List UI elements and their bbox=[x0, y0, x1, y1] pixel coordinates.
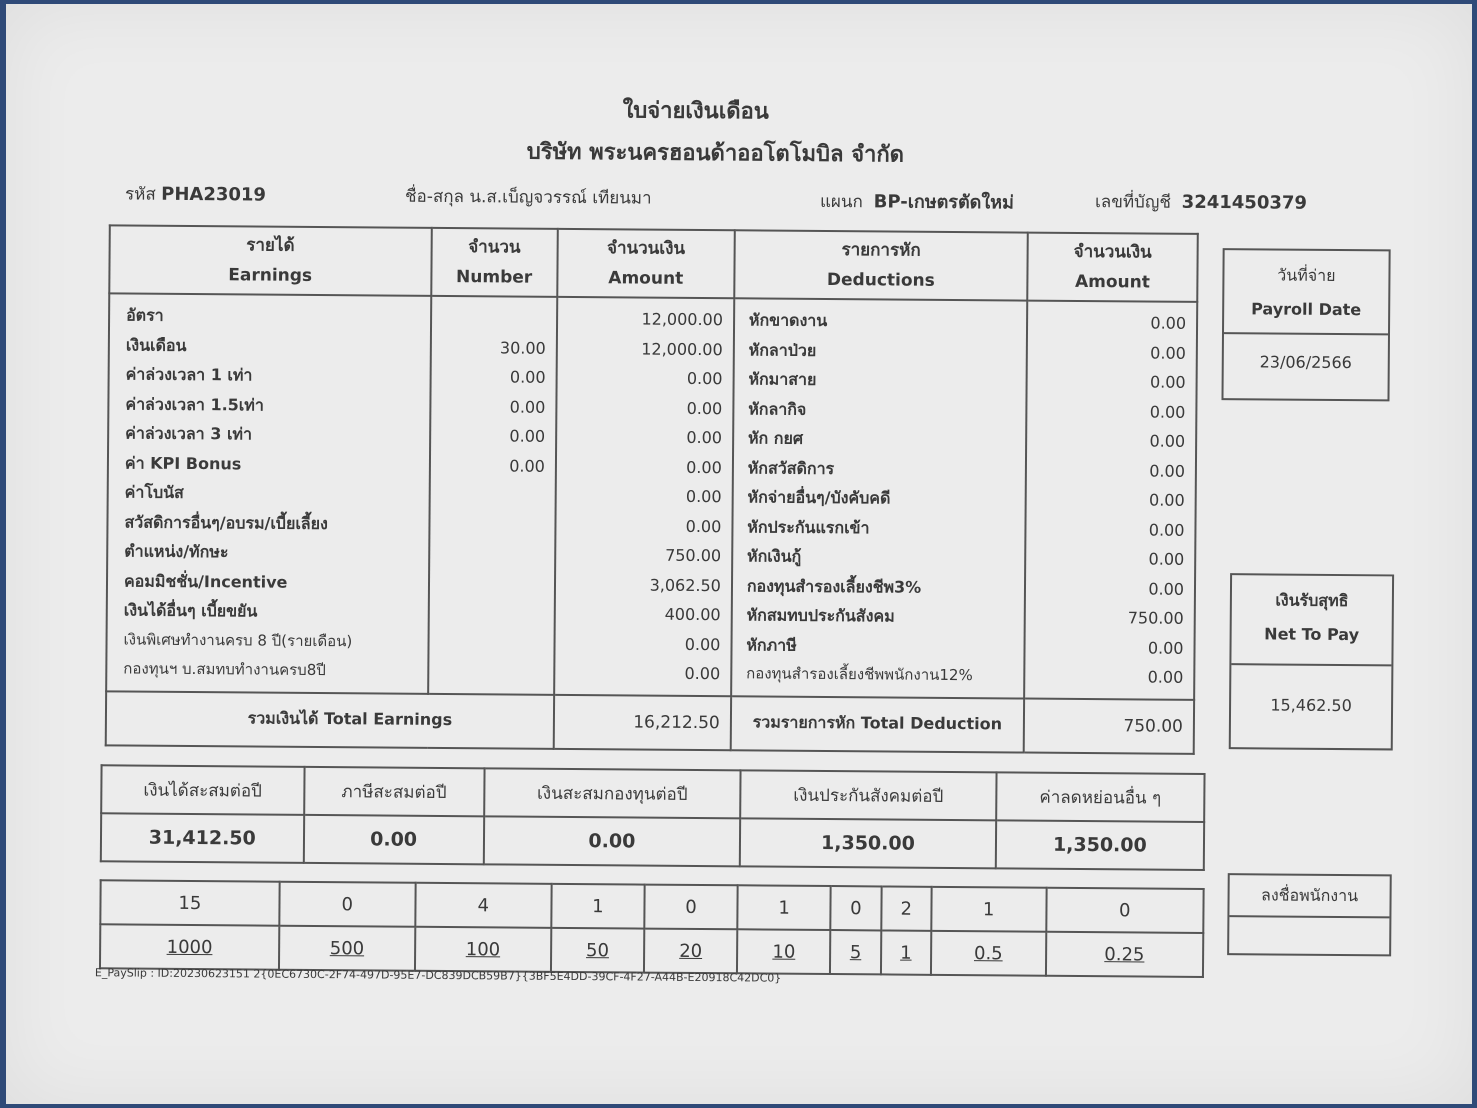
employee-dept bbox=[820, 186, 1014, 217]
deduction-item-label: หักขาดงาน bbox=[748, 310, 828, 330]
ytd-value-income: 31,412.50 bbox=[101, 813, 304, 863]
payslip-footer-id: E_PaySlip : ID:20230623151 2{0EC6730C-2F74-497D-95E7-DC839DCB59B7}{3BF5E4DD-39CF-4F27-A44B-E20918C42DC0} bbox=[94, 966, 782, 985]
ytd-header-other-deduction: ค่าลดหย่อนอื่น ๆ bbox=[996, 772, 1205, 822]
earnings-item-label: เงินพิเศษทำงานครบ 8 ปี(รายเดือน) bbox=[123, 629, 353, 650]
ytd-value-tax: 0.00 bbox=[303, 815, 483, 864]
payroll-date-label-en: Payroll Date bbox=[1251, 299, 1362, 320]
earnings-item-amount: 12,000.00 bbox=[641, 309, 724, 330]
employee-code-value: PHA23019 bbox=[161, 183, 267, 206]
denomination-count: 0 bbox=[279, 882, 415, 927]
deduction-item-label: หักเงินกู้ bbox=[747, 546, 802, 566]
deduction-item-amount: 0.00 bbox=[1149, 461, 1185, 481]
employee-dept-label: แผนก bbox=[819, 191, 863, 213]
earnings-item-amount: 0.00 bbox=[685, 486, 722, 507]
earnings-item-amount: 0.00 bbox=[685, 516, 722, 536]
employee-account-label: เลขที่บัญชี bbox=[1094, 192, 1171, 213]
earnings-item-number bbox=[430, 539, 555, 569]
deduction-item-label: หักสมทบประกันสังคม bbox=[746, 605, 895, 626]
deductions-header-en: Deductions bbox=[826, 269, 935, 291]
total-deduction-label: รวมรายการหัก Total Deduction bbox=[731, 696, 1025, 752]
ytd-value-social-security: 1,350.00 bbox=[740, 818, 996, 868]
ytd-header-social-security: เงินประกันสังคมต่อปี bbox=[740, 770, 996, 820]
number-header-th: จำนวน bbox=[468, 237, 521, 258]
earnings-deductions-table bbox=[105, 224, 1199, 754]
denomination-count: 0 bbox=[1046, 888, 1204, 933]
payslip-paper bbox=[6, 4, 1472, 1104]
total-earnings-value: 16,212.50 bbox=[554, 694, 731, 749]
amount-header bbox=[557, 229, 734, 298]
deduction-item-amount: 0.00 bbox=[1150, 343, 1186, 363]
earnings-item-label: เงินได้อื่นๆ เบี้ยขยัน bbox=[123, 600, 258, 621]
earnings-item-number bbox=[432, 303, 557, 333]
earnings-label-column bbox=[107, 300, 430, 686]
deduction-item-amount: 0.00 bbox=[1148, 490, 1185, 510]
earnings-item-label: คอมมิชชั่น/Incentive bbox=[123, 570, 288, 592]
net-pay-label-th: เงินรับสุทธิ bbox=[1275, 590, 1349, 611]
deductions-amount-column bbox=[1025, 308, 1196, 693]
earnings-item-amount: 12,000.00 bbox=[641, 339, 723, 359]
denomination-value: 50 bbox=[586, 939, 610, 961]
deduction-item-label: หักภาษี bbox=[746, 634, 797, 655]
payroll-date-box bbox=[1221, 248, 1390, 401]
deduction-item-label: หักลากิจ bbox=[748, 398, 807, 419]
total-deduction-value: 750.00 bbox=[1024, 698, 1194, 753]
earnings-header-en: Earnings bbox=[228, 265, 313, 286]
earnings-item-label: เงินเดือน bbox=[125, 334, 187, 355]
ytd-value-fund: 0.00 bbox=[483, 816, 740, 866]
number-header bbox=[431, 228, 558, 297]
earnings-item-amount: 0.00 bbox=[684, 634, 721, 654]
deduction-item-amount: 0.00 bbox=[1149, 372, 1186, 392]
denomination-count: 15 bbox=[100, 880, 279, 925]
net-pay-label bbox=[1232, 575, 1393, 652]
deduction-amount-header-en: Amount bbox=[1074, 271, 1150, 293]
payslip-sheet bbox=[58, 74, 1445, 1045]
amount-header-en: Amount bbox=[608, 268, 684, 289]
earnings-item-amount: 0.00 bbox=[686, 398, 723, 418]
deductions-header-th: รายการหัก bbox=[841, 240, 921, 261]
net-pay-value: 15,462.50 bbox=[1231, 663, 1392, 746]
deductions-label-column bbox=[732, 305, 1026, 691]
deduction-item-amount: 0.00 bbox=[1149, 402, 1186, 422]
denomination-table bbox=[99, 879, 1205, 978]
denomination-count: 0 bbox=[644, 885, 737, 930]
employee-signature-label: ลงชื่อพนักงาน bbox=[1229, 875, 1389, 918]
ytd-header-fund: เงินสะสมกองทุนต่อปี bbox=[484, 768, 741, 818]
net-pay-label-en: Net To Pay bbox=[1264, 624, 1360, 645]
deduction-item-label: หักสวัสดิการ bbox=[747, 457, 835, 478]
employee-account bbox=[1095, 188, 1307, 217]
earnings-header bbox=[109, 225, 431, 296]
ytd-header-tax: ภาษีสะสมต่อปี bbox=[304, 767, 484, 816]
deduction-item-amount: 0.00 bbox=[1150, 313, 1187, 333]
denomination-value: 20 bbox=[679, 940, 703, 962]
employee-name bbox=[405, 183, 652, 212]
employee-code-label: รหัส bbox=[124, 184, 156, 205]
earnings-item-number bbox=[430, 509, 555, 539]
employee-dept-value: BP-เกษตรตัดใหม่ bbox=[873, 191, 1015, 214]
year-to-date-table bbox=[100, 764, 1206, 871]
earnings-item-label: กองทุนฯ บ.สมทบทำงานครบ8ปี bbox=[123, 659, 326, 680]
payroll-date-label bbox=[1224, 250, 1389, 327]
ytd-header-income: เงินได้สะสมต่อปี bbox=[101, 765, 304, 815]
employee-name-value: น.ส.เบ็ญจวรรณ์ เทียนมา bbox=[469, 187, 652, 209]
denomination-count: 1 bbox=[737, 885, 830, 930]
deduction-item-amount: 0.00 bbox=[1147, 667, 1184, 687]
deduction-item-label: กองทุนสำรองเลี้ยงชีพ3% bbox=[746, 575, 922, 597]
denomination-count: 2 bbox=[881, 886, 932, 930]
deduction-item-label: หักลาป่วย bbox=[748, 339, 817, 360]
denomination-value: 1 bbox=[900, 942, 912, 964]
amount-header-th: จำนวนเงิน bbox=[606, 238, 686, 259]
earnings-item-label: ตำแหน่ง/ทักษะ bbox=[124, 541, 229, 562]
company-name: บริษัท พระนครฮอนด้าออโตโมบิล จำกัด bbox=[526, 139, 905, 168]
deduction-item-label: หักมาสาย bbox=[748, 369, 817, 389]
employee-code bbox=[125, 180, 266, 208]
earnings-item-label: ค่าโบนัส bbox=[124, 482, 184, 502]
earnings-item-amount: 0.00 bbox=[684, 663, 721, 684]
employee-signature-box bbox=[1227, 873, 1392, 956]
deduction-item-label: กองทุนสำรองเลี้ยงชีพพนักงาน12% bbox=[746, 664, 973, 685]
earnings-item-label: ค่า KPI Bonus bbox=[124, 452, 242, 473]
deduction-item-label: หัก กยศ bbox=[747, 428, 804, 448]
denomination-value: 5 bbox=[849, 941, 862, 963]
earnings-item-number bbox=[430, 480, 555, 510]
deduction-item-amount: 0.00 bbox=[1148, 520, 1185, 540]
deduction-item-amount: 750.00 bbox=[1127, 608, 1184, 628]
earnings-item-label: ค่าล่วงเวลา 1 เท่า bbox=[125, 364, 253, 385]
earnings-amount-column bbox=[555, 304, 733, 689]
net-pay-box bbox=[1229, 573, 1394, 750]
earnings-item-amount: 400.00 bbox=[664, 604, 721, 625]
earnings-number-column bbox=[429, 303, 556, 687]
deduction-amount-header bbox=[1027, 233, 1197, 302]
number-header-en: Number bbox=[455, 267, 533, 288]
deduction-item-amount: 0.00 bbox=[1148, 579, 1185, 599]
earnings-header-th: รายได้ bbox=[246, 235, 295, 256]
earnings-item-label: สวัสดิการอื่นๆ/อบรม/เบี้ยเลี้ยง bbox=[124, 511, 328, 533]
total-earnings-label: รวมเงินได้ Total Earnings bbox=[106, 691, 554, 749]
denomination-count: 1 bbox=[551, 884, 644, 929]
earnings-item-number bbox=[429, 627, 554, 657]
denomination-count: 1 bbox=[931, 887, 1046, 932]
denomination-value: 100 bbox=[465, 938, 501, 960]
earnings-item-number bbox=[429, 568, 554, 598]
earnings-item-number bbox=[429, 598, 554, 628]
denomination-value: 10 bbox=[772, 941, 796, 963]
employee-account-value: 3241450379 bbox=[1181, 191, 1308, 214]
denomination-count: 0 bbox=[831, 886, 882, 930]
earnings-item-number: 0.00 bbox=[509, 367, 546, 387]
earnings-item-label: ค่าล่วงเวลา 3 เท่า bbox=[125, 423, 253, 444]
denomination-value: 0.25 bbox=[1104, 943, 1145, 965]
earnings-item-amount: 0.00 bbox=[686, 427, 723, 448]
employee-name-label: ชื่อ-สกุล bbox=[404, 186, 465, 208]
earnings-item-amount: 0.00 bbox=[686, 368, 723, 389]
earnings-item-number: 0.00 bbox=[509, 396, 546, 417]
earnings-item-amount: 3,062.50 bbox=[649, 575, 721, 595]
payroll-date-label-th: วันที่จ่าย bbox=[1277, 265, 1336, 285]
document-title: ใบจ่ายเงินเดือน bbox=[622, 98, 769, 125]
deduction-amount-header-th: จำนวนเงิน bbox=[1073, 241, 1152, 263]
deduction-item-amount: 0.00 bbox=[1149, 431, 1186, 451]
denomination-value: 0.5 bbox=[973, 942, 1003, 964]
denomination-value: 500 bbox=[329, 937, 365, 959]
earnings-item-number: 0.00 bbox=[509, 426, 546, 446]
deduction-item-amount: 0.00 bbox=[1147, 638, 1184, 658]
deductions-header bbox=[734, 230, 1028, 300]
deduction-item-amount: 0.00 bbox=[1148, 549, 1185, 569]
earnings-item-label: ค่าล่วงเวลา 1.5เท่า bbox=[125, 393, 264, 415]
denomination-count: 4 bbox=[415, 883, 551, 928]
earnings-item-amount: 0.00 bbox=[686, 457, 722, 477]
deduction-item-label: หักประกันแรกเข้า bbox=[747, 516, 870, 537]
earnings-item-number: 30.00 bbox=[499, 337, 546, 358]
denomination-value: 1000 bbox=[166, 936, 213, 958]
earnings-item-number: 0.00 bbox=[509, 455, 545, 476]
ytd-value-other-deduction: 1,350.00 bbox=[996, 820, 1205, 870]
earnings-item-number bbox=[429, 657, 554, 687]
deduction-item-label: หักจ่ายอื่นๆ/บังคับคดี bbox=[747, 487, 891, 508]
payroll-date-value: 23/06/2566 bbox=[1224, 332, 1388, 391]
earnings-item-label: อัตรา bbox=[126, 305, 164, 325]
earnings-item-amount: 750.00 bbox=[665, 545, 722, 566]
